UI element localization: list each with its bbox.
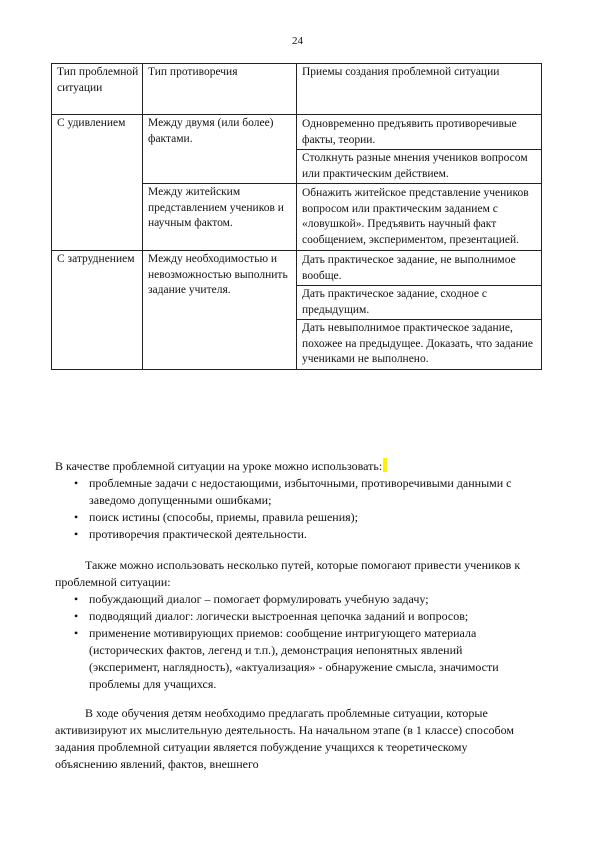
table-row bbox=[52, 251, 542, 370]
method-item: Столкнуть разные мнения учеников вопросом или практическим действием. bbox=[297, 149, 541, 183]
contradiction-cell: Между двумя (или более) фактами. bbox=[143, 115, 297, 184]
methods-cell bbox=[297, 184, 542, 251]
method-item: Дать практическое задание, не выполнимое вообще. bbox=[302, 254, 516, 282]
list-item: • применение мотивирующих приемов: сообщение интригующего материала (исторических фактов, легенд и т.п.), демонстрация непонятных явлений (эксперимент, наглядность), «актуализация» - обнаружение смысла, значимости проблемы для учащихся. bbox=[74, 626, 499, 691]
bullet-list bbox=[55, 475, 525, 543]
list-item: • подводящий диалог: логически выстроенная цепочка заданий и вопросов; bbox=[74, 609, 469, 623]
paragraph-ways bbox=[55, 557, 525, 693]
methods-cell bbox=[297, 251, 542, 370]
table-header-cell: Тип проблемной ситуации bbox=[52, 64, 143, 115]
bullet-list bbox=[55, 591, 525, 693]
table-header-row bbox=[52, 64, 542, 115]
paragraph-intro: В качестве проблемной ситуации на уроке можно использовать: bbox=[55, 458, 525, 475]
list-item: • побуждающий диалог – помогает формулировать учебную задачу; bbox=[74, 592, 429, 606]
bullet-icon: • bbox=[74, 476, 79, 490]
list-item: • проблемные задачи с недостающими, избыточными, противоречивыми данными с заведомо допущенными ошибками; bbox=[74, 476, 512, 507]
method-item: Одновременно предъявить противоречивые факты, теории. bbox=[302, 118, 517, 146]
method-item: Обнажить житейское представление учеников вопросом или практическим заданием с «ловушкой». Предъявить научный факт сообщением, экспериментом, презентацией. bbox=[302, 187, 529, 246]
list-item: • поиск истины (способы, приемы, правила решения); bbox=[74, 510, 358, 524]
list-item: • противоречия практической деятельности. bbox=[74, 527, 307, 541]
bullet-icon: • bbox=[74, 592, 79, 606]
method-item: Дать невыполнимое практическое задание, похожее на предыдущее. Доказать, что задание учениками не выполнено. bbox=[297, 319, 541, 369]
paragraph-intro: Также можно использовать несколько путей, которые помогают привести учеников к проблемной ситуации: bbox=[55, 558, 521, 589]
problem-situation-table bbox=[51, 63, 542, 370]
bullet-icon: • bbox=[74, 510, 79, 524]
method-item: Дать практическое задание, сходное с предыдущим. bbox=[297, 285, 541, 319]
paragraph-problem-situations bbox=[55, 458, 525, 543]
methods-cell bbox=[297, 115, 542, 184]
bullet-icon: • bbox=[74, 527, 79, 541]
page-number: 24 bbox=[292, 35, 303, 47]
contradiction-cell: Между житейским представлением учеников и научным фактом. bbox=[143, 184, 297, 251]
table-header-cell: Тип противоречия bbox=[143, 64, 297, 115]
table-row bbox=[52, 115, 542, 184]
table-header-cell: Приемы создания проблемной ситуации bbox=[297, 64, 542, 115]
bullet-icon: • bbox=[74, 609, 79, 623]
situation-type-cell: С удивлением bbox=[52, 115, 143, 251]
paragraph-teaching: В ходе обучения детям необходимо предлагать проблемные ситуации, которые активизируют их мыслительную деятельность. На начальном этапе (в 1 классе) способом задания проблемной ситуации является побуждение учащихся к теоретическому объяснению явлений, фактов, внешнего bbox=[55, 706, 514, 771]
situation-type-cell: С затруднением bbox=[52, 251, 143, 370]
text-cursor-highlight bbox=[383, 458, 387, 472]
bullet-icon: • bbox=[74, 626, 79, 640]
contradiction-cell: Между необходимостью и невозможностью выполнить задание учителя. bbox=[143, 251, 297, 370]
